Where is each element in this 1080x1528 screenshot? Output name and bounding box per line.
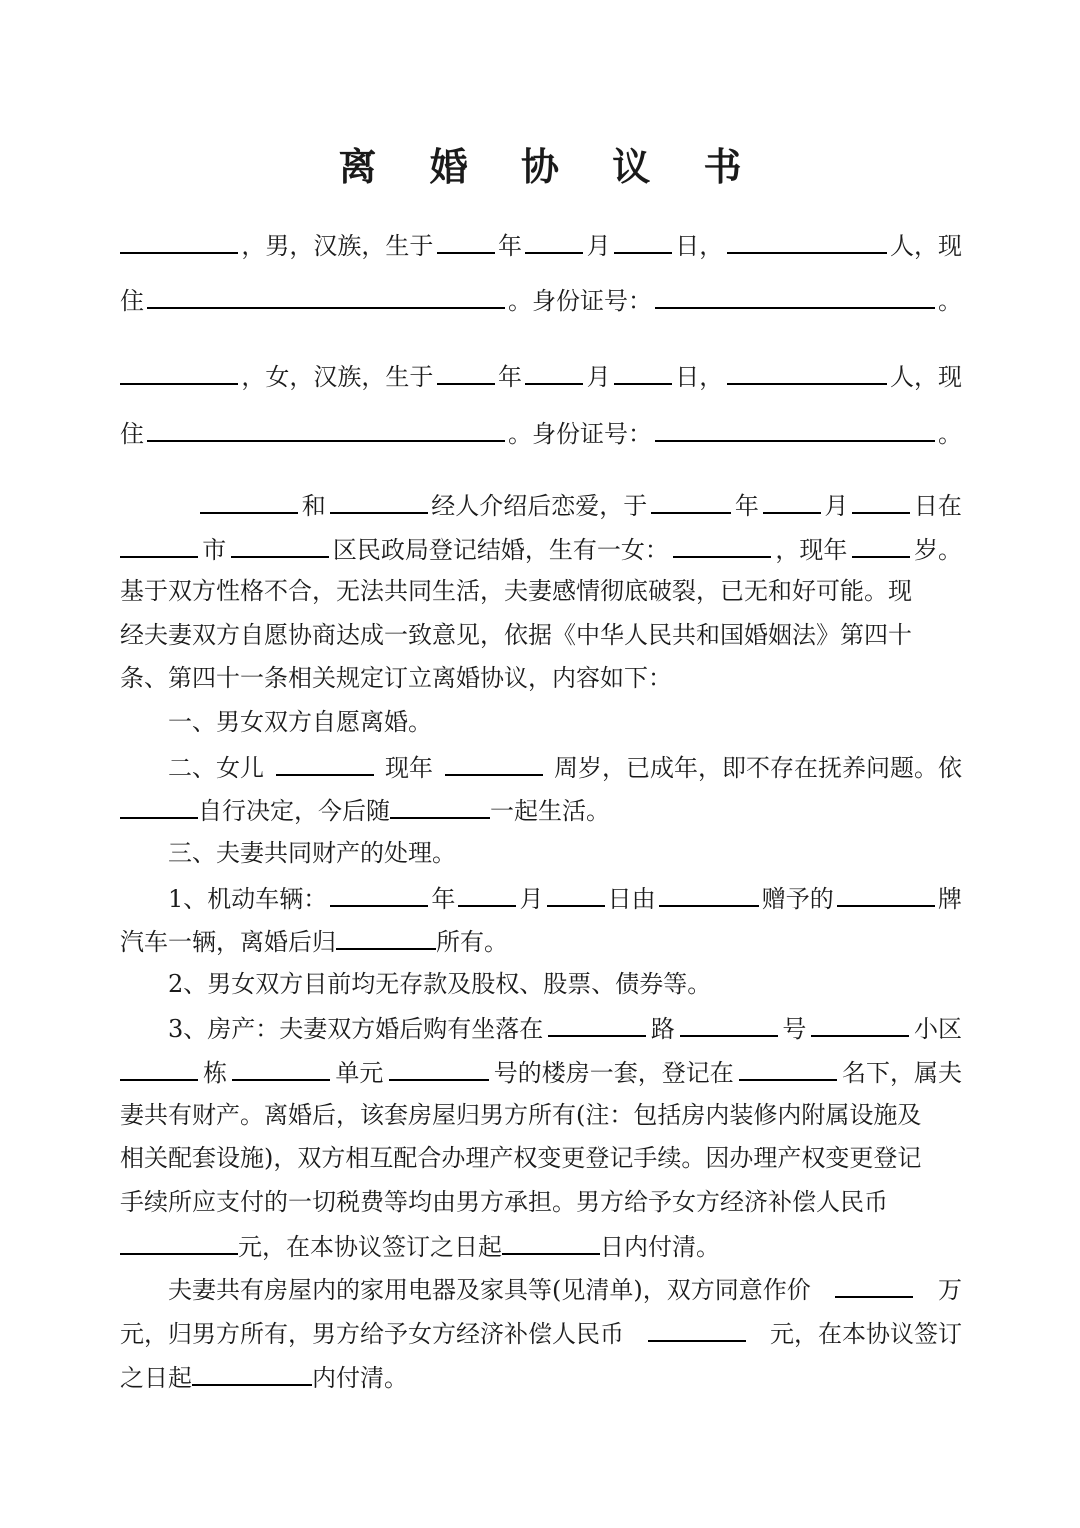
clause-2-age-blank[interactable] xyxy=(445,744,543,776)
appliance-compensation-blank[interactable] xyxy=(648,1310,746,1342)
house-text-4: 相关配套设施)，双方相互配合办理产权变更登记手续。因办理产权变更登记 xyxy=(120,1144,922,1172)
intro-year-blank[interactable] xyxy=(651,482,731,514)
clause-1-line xyxy=(120,700,962,744)
male-zhu-text: 住 xyxy=(120,287,144,315)
house-yuan-text: 元，在本协议签订之日起 xyxy=(238,1233,502,1261)
house-compensation-blank[interactable] xyxy=(120,1223,238,1255)
clause-2-line-2 xyxy=(120,787,962,831)
car-day-text: 日由 xyxy=(607,885,656,913)
intro-city-blank[interactable] xyxy=(120,526,198,558)
car-month-blank[interactable] xyxy=(458,875,516,907)
intro-sui-text: 岁。 xyxy=(913,536,962,564)
intro-line-2 xyxy=(120,526,962,570)
appliance-wan-text: 万 xyxy=(937,1276,962,1304)
female-day-text: 日， xyxy=(675,363,724,391)
male-line-2 xyxy=(120,277,962,321)
intro-daughter-age-blank[interactable] xyxy=(852,526,910,558)
house-text-3: 妻共有财产。离婚后，该套房屋归男方所有(注：包括房内装修内附属设施及 xyxy=(120,1101,922,1129)
house-xiaoqu-text: 小区 xyxy=(913,1015,962,1043)
female-id-label: 。身份证号： xyxy=(508,420,652,448)
appliance-c-text: 元，在本协议签订 xyxy=(770,1320,962,1348)
female-year-text: 年 xyxy=(497,363,522,391)
intro-text-5: 条、第四十一条相关规定订立离婚协议，内容如下： xyxy=(120,664,672,692)
house-line-3 xyxy=(120,1093,962,1137)
female-ren-text: 人，现 xyxy=(889,363,962,391)
female-address-blank[interactable] xyxy=(147,410,505,442)
car-giver-blank[interactable] xyxy=(659,875,759,907)
appliance-days-blank[interactable] xyxy=(192,1354,312,1386)
car-owner-blank[interactable] xyxy=(336,918,436,950)
female-gender-text: ，女，汉族，生于 xyxy=(241,363,434,391)
intro-month-text: 月 xyxy=(824,492,849,520)
intro-daughter-name-blank[interactable] xyxy=(673,526,771,558)
clause-2-e-text: 一起生活。 xyxy=(490,797,610,825)
male-ren-text: 人，现 xyxy=(889,232,962,260)
house-mingxia-text: 名下，属夫 xyxy=(841,1059,962,1087)
clause-2-daughter-blank[interactable] xyxy=(276,744,374,776)
car-brand-blank[interactable] xyxy=(837,875,935,907)
appliance-line-3 xyxy=(120,1354,962,1398)
male-birth-month-blank[interactable] xyxy=(525,222,583,254)
male-year-text: 年 xyxy=(497,232,522,260)
car-year-blank[interactable] xyxy=(330,875,428,907)
house-unit-blank[interactable] xyxy=(232,1049,330,1081)
appliance-price-blank[interactable] xyxy=(835,1266,913,1298)
intro-day-text: 日在 xyxy=(913,492,962,520)
clause-2-a-text: 二、女儿 xyxy=(168,754,264,782)
clause-2-line-1 xyxy=(120,744,962,788)
house-days-blank[interactable] xyxy=(502,1223,600,1255)
appliance-e-text: 内付清。 xyxy=(312,1364,408,1392)
female-end-text: 。 xyxy=(938,420,962,448)
intro-line-1 xyxy=(120,482,962,526)
clause-2-b-text: 现年 xyxy=(385,754,433,782)
car-gift-text: 赠予的 xyxy=(761,885,834,913)
car-a-text: 1、机动车辆： xyxy=(168,885,328,913)
house-dong-text: 栋 xyxy=(203,1059,228,1087)
house-hao-text: 号 xyxy=(782,1015,807,1043)
female-hometown-blank[interactable] xyxy=(727,353,887,385)
female-line-2 xyxy=(120,410,962,454)
male-name-blank[interactable] xyxy=(120,222,238,254)
intro-text-3: 基于双方性格不合，无法共同生活，夫妻感情彻底破裂，已无和好可能。现 xyxy=(120,577,912,605)
car-month-text: 月 xyxy=(519,885,544,913)
house-line-1 xyxy=(120,1005,962,1049)
male-birth-year-blank[interactable] xyxy=(437,222,495,254)
house-a-text: 3、房产：夫妻双方婚后购有坐落在 xyxy=(168,1015,544,1043)
intro-line-4 xyxy=(120,613,962,657)
intro-he-text: 和 xyxy=(301,492,326,520)
female-birth-year-blank[interactable] xyxy=(437,353,495,385)
clause-3-line xyxy=(120,831,962,875)
car-year-text: 年 xyxy=(431,885,456,913)
clause-1-text: 一、男女双方自愿离婚。 xyxy=(168,708,432,736)
male-day-text: 日， xyxy=(675,232,724,260)
house-line-6 xyxy=(120,1223,962,1267)
male-hometown-blank[interactable] xyxy=(727,222,887,254)
intro-district-blank[interactable] xyxy=(231,526,329,558)
female-month-text: 月 xyxy=(586,363,611,391)
house-line-4 xyxy=(120,1136,962,1180)
intro-age-text: ，现年 xyxy=(775,536,848,564)
female-id-blank[interactable] xyxy=(655,410,935,442)
car-day-blank[interactable] xyxy=(547,875,605,907)
male-id-blank[interactable] xyxy=(655,277,935,309)
male-gender-text: ，男，汉族，生于 xyxy=(241,232,434,260)
clause-3-text: 三、夫妻共同财产的处理。 xyxy=(168,839,456,867)
male-line-1 xyxy=(120,222,962,266)
intro-jieshao-text: 经人介绍后恋爱，于 xyxy=(431,492,648,520)
house-building-blank[interactable] xyxy=(120,1049,198,1081)
male-birth-day-blank[interactable] xyxy=(614,222,672,254)
male-end-text: 。 xyxy=(938,287,962,315)
item-2-text: 2、男女双方目前均无存款及股权、股票、债券等。 xyxy=(168,970,712,998)
male-address-blank[interactable] xyxy=(147,277,505,309)
female-line-1 xyxy=(120,353,962,397)
house-community-blank[interactable] xyxy=(811,1005,909,1037)
car-b-text: 汽车一辆，离婚后归 xyxy=(120,928,336,956)
appliance-a-text: 夫妻共有房屋内的家用电器及家具等(见清单)，双方同意作价 xyxy=(168,1276,811,1304)
female-birth-day-blank[interactable] xyxy=(614,353,672,385)
car-pai-text: 牌 xyxy=(937,885,962,913)
intro-line-5 xyxy=(120,656,962,700)
house-loufang-text: 号的楼房一套，登记在 xyxy=(493,1059,734,1087)
male-id-label: 。身份证号： xyxy=(508,287,652,315)
house-registrant-blank[interactable] xyxy=(739,1049,837,1081)
car-c-text: 所有。 xyxy=(436,928,508,956)
intro-day-blank[interactable] xyxy=(852,482,910,514)
male-month-text: 月 xyxy=(586,232,611,260)
house-road-blank[interactable] xyxy=(548,1005,646,1037)
appliance-line-2 xyxy=(120,1310,962,1354)
house-fuqing-text: 日内付清。 xyxy=(600,1233,720,1261)
house-room-blank[interactable] xyxy=(389,1049,489,1081)
car-line-2 xyxy=(120,918,962,962)
female-name-blank[interactable] xyxy=(120,353,238,385)
intro-qu-text: 区民政局登记结婚，生有一女： xyxy=(332,536,669,564)
item-2-line xyxy=(120,962,962,1006)
clause-2-c-text: 周岁，已成年，即不存在抚养问题。依 xyxy=(554,754,962,782)
car-line-1 xyxy=(120,875,962,919)
clause-2-live-with-blank[interactable] xyxy=(390,787,490,819)
intro-shi-text: 市 xyxy=(202,536,227,564)
appliance-b-text: 元，归男方所有，男方给予女方经济补偿人民币 xyxy=(120,1320,624,1348)
female-zhu-text: 住 xyxy=(120,420,144,448)
intro-husband-blank[interactable] xyxy=(200,482,298,514)
intro-year-text: 年 xyxy=(734,492,759,520)
house-lu-text: 路 xyxy=(650,1015,675,1043)
house-number-blank[interactable] xyxy=(680,1005,778,1037)
intro-wife-blank[interactable] xyxy=(330,482,428,514)
intro-line-3 xyxy=(120,569,962,613)
intro-month-blank[interactable] xyxy=(763,482,821,514)
house-line-5 xyxy=(120,1180,962,1224)
female-birth-month-blank[interactable] xyxy=(525,353,583,385)
clause-2-decider-blank[interactable] xyxy=(120,787,198,819)
intro-text-4: 经夫妻双方自愿协商达成一致意见，依据《中华人民共和国婚姻法》第四十 xyxy=(120,621,912,649)
house-danyuan-text: 单元 xyxy=(335,1059,384,1087)
house-line-2 xyxy=(120,1049,962,1093)
clause-2-d-text: 自行决定，今后随 xyxy=(198,797,390,825)
document-title: 离 婚 协 议 书 xyxy=(338,144,762,189)
house-text-5: 手续所应支付的一切税费等均由男方承担。男方给予女方经济补偿人民币 xyxy=(120,1188,888,1216)
appliance-d-text: 之日起 xyxy=(120,1364,192,1392)
appliance-line-1 xyxy=(120,1266,962,1310)
